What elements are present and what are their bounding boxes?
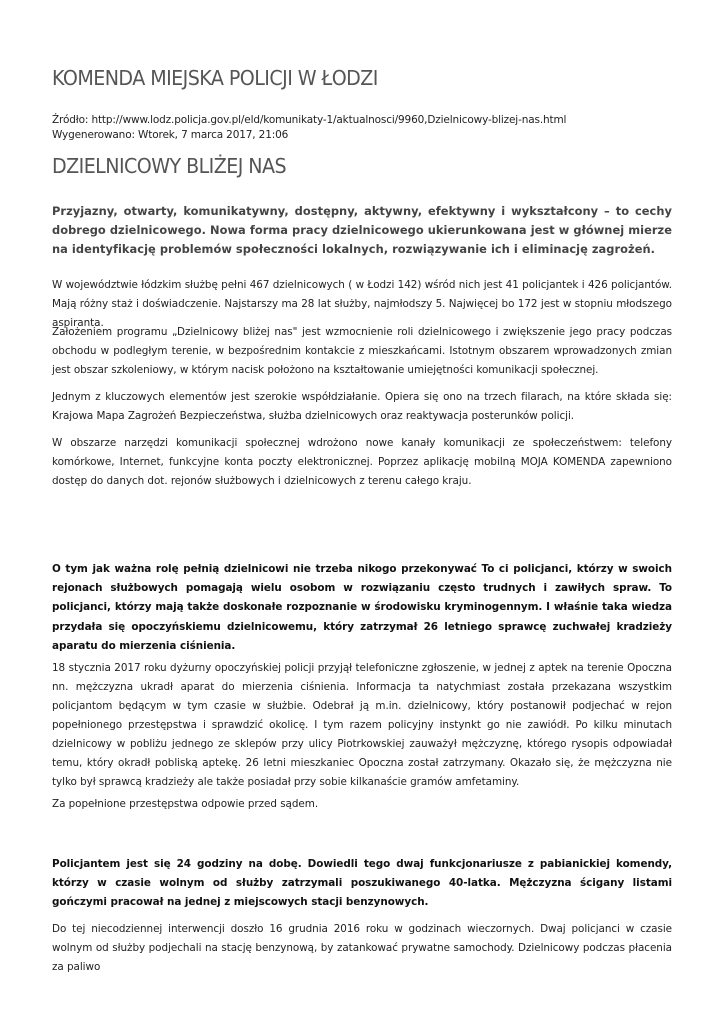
paragraph-4: W obszarze narzędzi komunikacji społecznej wdrożono nowe kanały komunikacji ze społeczeństwem: telefony komórkowe, Internet, funkcyjne konta poczty elektronicznej. Poprzez aplikację mobilną MOJA KOMENDA zapewniono dostęp do danych dot. rejonów służbowych i dzielnicowych z terenu całego kraju.: [52, 437, 672, 487]
paragraph-1: W województwie łódzkim służbę pełni 467 dzielnicowych ( w Łodzi 142) wśród nich jest 41 policjantek i 426 policjantów. Mają różny staż i doświadczenie. Najstarszy ma 28 lat służby, najmłodszy 5. Najwięcej bo 172 jest w stopniu młodszego aspiranta.: [52, 279, 672, 329]
paragraph-3: Jednym z kluczowych elementów jest szerokie współdziałanie. Opiera się ono na trzech filarach, na które składa się: Krajowa Mapa Zagrożeń Bezpieczeństwa, służba dzielnicowych oraz reaktywacja posterunków policji.: [52, 391, 672, 422]
article-title: DZIELNICOWY BLIŻEJ NAS: [52, 154, 287, 178]
paragraph-2: Założeniem programu „Dzielnicowy bliżej nas" jest wzmocnienie roli dzielnicowego i zwiększenie jego pracy podczas obchodu w podległym terenie, w bezpośrednim kontakcie z mieszkańcami. Istotnym obszarem wprowadzonych zmian jest obszar szkoleniowy, w którym nacisk położono na kształtowanie umiejętności komunikacji społecznej.: [52, 326, 672, 376]
organization-title: KOMENDA MIEJSKA POLICJI W ŁODZI: [52, 66, 378, 90]
paragraph-7: Do tej niecodziennej interwencji doszło 16 grudnia 2016 roku w godzinach wieczornych. Dwaj policjanci w czasie wolnym od służby podjechali na stację benzynową, by zatankować prywatne samochody. Dzielnicowy podczas płacenia za paliwo: [52, 923, 672, 973]
paragraph-6: Za popełnione przestępstwa odpowie przed sądem.: [52, 798, 319, 810]
paragraph-5: 18 stycznia 2017 roku dyżurny opoczyńskiej policji przyjął telefoniczne zgłoszenie, w jednej z aptek na terenie Opoczna nn. mężczyzna ukradł aparat do mierzenia ciśnienia. Informacja ta natychmiast została przekazana wszystkim policjantom będącym w tym czasie w służbie. Odebrał ją m.in. dzielnicowy, który postanowił podjechać w rejon popełnionego przestępstwa i sprawdzić okolicę. I tym razem policyjny instynkt go nie zawiódł. Po kilku minutach dzielnicowy w pobliżu jednego ze sklepów przy ulicy Piotrkowskiej zauważył mężczyznę, którego rysopis odpowiadał temu, który okradł pobliską aptekę. 26 letni mieszkaniec Opoczna został zatrzymany. Okazało się, że mężczyzna nie tylko był sprawcą kradzieży ale także posiadał przy sobie kilkanaście gramów amfetaminy.: [52, 662, 672, 788]
article-lead: Przyjazny, otwarty, komunikatywny, dostępny, aktywny, efektywny i wykształcony – to cechy dobrego dzielnicowego. Nowa forma pracy dzielnicowego ukierunkowana jest w głównej mierze na identyfikację problemów społeczności lokalnych, rozwiązywanie ich i eliminację zagrożeń.: [52, 204, 672, 256]
source-line: Źródło: http://www.lodz.policja.gov.pl/eld/komunikaty-1/aktualnosci/9960,Dzielnicowy-blizej-nas.html: [52, 114, 567, 126]
document-meta: [52, 113, 566, 143]
bold-paragraph-1: O tym jak ważna rolę pełnią dzielnicowi nie trzeba nikogo przekonywać To ci policjanci, którzy w swoich rejonach służbowych pomagają wielu osobom w rozwiązaniu często trudnych i zawiłych spraw. To policjanci, którzy mają także doskonałe rozpoznanie w środowisku kryminogennym. I właśnie taka wiedza przydała się opoczyńskiemu dzielnicowemu, który zatrzymał 26 letniego sprawcę zuchwałej kradzieży aparatu do mierzenia ciśnienia.: [52, 563, 672, 652]
generated-line: Wygenerowano: Wtorek, 7 marca 2017, 21:06: [52, 129, 289, 141]
bold-paragraph-2: Policjantem jest się 24 godziny na dobę. Dowiedli tego dwaj funkcjonariusze z pabianickiej komendy, którzy w czasie wolnym od służby zatrzymali poszukiwanego 40-latka. Mężczyzna ścigany listami gończymi pracował na jednej z miejscowych stacji benzynowych.: [52, 858, 672, 909]
